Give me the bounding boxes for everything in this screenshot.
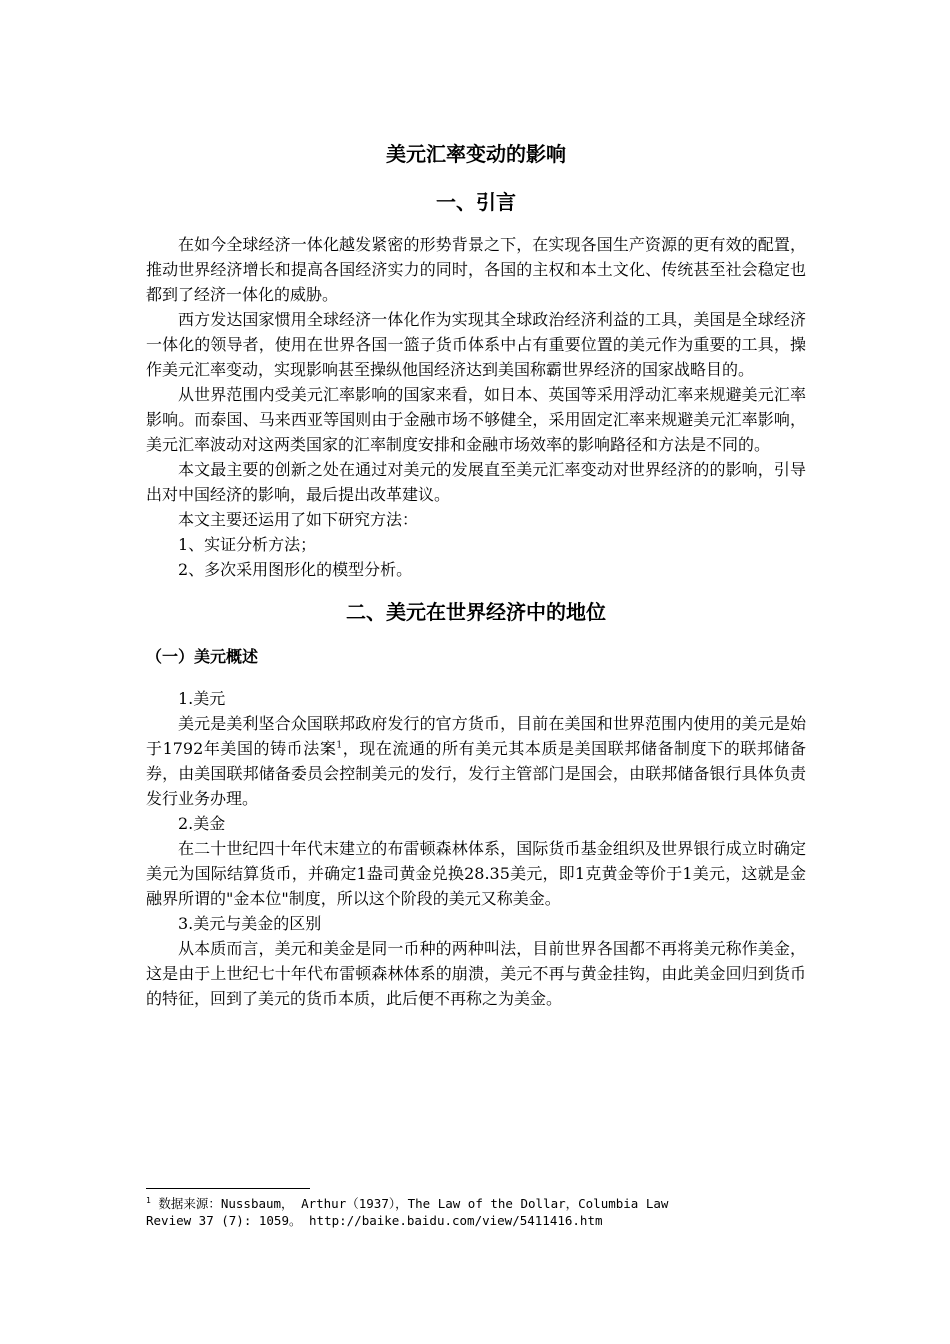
intro-paragraph-5: 本文主要还运用了如下研究方法： (178, 510, 419, 529)
footnote-line-2: Review 37 (7): 1059。 http://baike.baidu.com/view/5411416.htm (146, 1213, 603, 1228)
item-text-dollar (146, 711, 806, 811)
item-title-gold-dollar: 2.美金 (178, 814, 226, 833)
footnote-source-text: 数据来源：Nussbaum， Arthur（1937），The Law of the Dollar，Columbia Law (150, 1196, 669, 1211)
subheading-dollar-overview: （一）美元概述 (146, 647, 259, 666)
document-title: 美元汇率变动的影响 (386, 142, 566, 166)
item-text-dollar-part-a: 美元是美利坚合众国联邦政府发行的官方货币，目前在美国和世界范围内使用的美元是始于1792年美国的铸币法案 (146, 714, 806, 758)
item-text-difference: 从本质而言，美元和美金是同一币种的两种叫法，目前世界各国都不再将美元称作美金，这是由于上世纪七十年代布雷顿森林体系的崩溃，美元不再与黄金挂钩，由此美金回归到货币的特征，回到了美元的货币本质，此后便不再称之为美金。 (146, 939, 806, 1008)
footnote-area (146, 1188, 786, 1229)
document-page (146, 140, 806, 1011)
method-list-item-1: 1、实证分析方法； (178, 535, 317, 554)
section-heading-dollar-status: 二、美元在世界经济中的地位 (346, 600, 606, 624)
section-heading-introduction: 一、引言 (436, 190, 516, 214)
intro-paragraph-2: 西方发达国家惯用全球经济一体化作为实现其全球政治经济利益的工具，美国是全球经济一体化的领导者，使用在世界各国一篮子货币体系中占有重要位置的美元作为重要的工具，操作美元汇率变动，实现影响甚至操纵他国经济达到美国称霸世界经济的国家战略目的。 (146, 310, 806, 379)
intro-paragraph-3: 从世界范围内受美元汇率影响的国家来看，如日本、英国等采用浮动汇率来规避美元汇率影响。而泰国、马来西亚等国则由于金融市场不够健全，采用固定汇率来规避美元汇率影响，美元汇率波动对这两类国家的汇率制度安排和金融市场效率的影响路径和方法是不同的。 (146, 385, 806, 454)
footnote-mark: 1 (146, 1195, 151, 1205)
item-text-dollar-part-b: ，现在流通的所有美元其本质是美国联邦储备制度下的联邦储备券，由美国联邦储备委员会控制美元的发行，发行主管部门是国会，由联邦储备银行具体负责发行业务办理。 (146, 739, 806, 808)
footnote-separator (146, 1188, 310, 1189)
footnote-reference-mark[interactable]: 1 (336, 740, 343, 751)
intro-paragraph-4: 本文最主要的创新之处在通过对美元的发展直至美元汇率变动对世界经济的的影响，引导出对中国经济的影响，最后提出改革建议。 (146, 460, 806, 504)
footnote-line-1 (146, 1195, 786, 1212)
item-title-dollar: 1.美元 (178, 689, 226, 708)
intro-paragraph-1: 在如今全球经济一体化越发紧密的形势背景之下，在实现各国生产资源的更有效的配置，推动世界经济增长和提高各国经济实力的同时，各国的主权和本土文化、传统甚至社会稳定也都到了经济一体化的威胁。 (146, 235, 806, 304)
item-text-gold-dollar: 在二十世纪四十年代末建立的布雷顿森林体系，国际货币基金组织及世界银行成立时确定美元为国际结算货币，并确定1盎司黄金兑换28.35美元，即1克黄金等价于1美元，这就是金融界所谓的"金本位"制度，所以这个阶段的美元又称美金。 (146, 839, 806, 908)
method-list-item-2: 2、多次采用图形化的模型分析。 (178, 560, 413, 579)
item-title-difference: 3.美元与美金的区别 (178, 914, 322, 933)
